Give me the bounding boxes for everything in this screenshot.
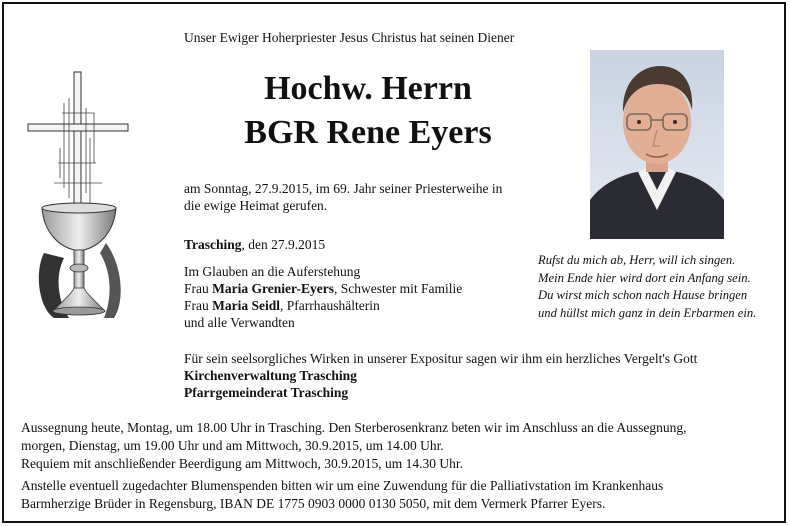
donation-line-1: Anstelle eventuell zugedachter Blumenspenden bitten wir um eine Zuwendung für die Palliativstation im Krankenhaus — [21, 478, 664, 493]
parish-council: Pfarrgemeinderat Trasching — [184, 385, 349, 400]
mourner-sister-name: Maria Grenier-Eyers — [212, 281, 334, 296]
mourner-sister-relation: , Schwester mit Familie — [333, 281, 463, 296]
notice-date: , den 27.9.2015 — [241, 237, 326, 252]
mourners-line-2 — [184, 280, 462, 297]
intro-line: Unser Ewiger Hoherpriester Jesus Christus hat seinen Diener — [184, 30, 515, 45]
service-line-1: Aussegnung heute, Montag, um 18.00 Uhr in Trasching. Den Sterberosenkranz beten wir im Anschluss an die Aussegnung, — [21, 420, 687, 435]
thanks-line: Für sein seelsorgliches Wirken in unserer Expositur sagen wir ihm ein herzliches Vergelt's Gott — [184, 351, 698, 366]
mourners-line-1: Im Glauben an die Auferstehung — [184, 264, 361, 279]
mourner-prefix: Frau — [184, 281, 213, 296]
place-date — [184, 236, 325, 253]
service-line-3: Requiem mit anschließender Beerdigung am Mittwoch, 30.9.2015, um 14.30 Uhr. — [21, 456, 464, 471]
place-name: Trasching — [184, 237, 242, 252]
mourner-prefix: Frau — [184, 298, 213, 313]
mourner-housekeeper-name: Maria Seidl — [212, 298, 280, 313]
mourners-line-3 — [184, 297, 380, 314]
mourners-line-4: und alle Verwandten — [184, 315, 295, 330]
donation-line-2: Barmherzige Brüder in Regensburg, IBAN DE 1775 0903 0000 0130 5050, mit dem Vermerk Pfarrer Eyers. — [21, 496, 606, 511]
poem — [538, 252, 756, 322]
cross-chalice-illustration — [24, 68, 134, 320]
poem-line-3: Du wirst mich schon nach Hause bringen — [538, 288, 748, 302]
service-line-2: morgen, Dienstag, um 19.00 Uhr und am Mittwoch, 30.9.2015, um 14.00 Uhr. — [21, 438, 444, 453]
church-administration: Kirchenverwaltung Trasching — [184, 368, 357, 383]
death-notice-line-2: die ewige Heimat gerufen. — [184, 198, 328, 213]
poem-line-1: Rufst du mich ab, Herr, will ich singen. — [538, 253, 736, 267]
death-notice-line-1: am Sonntag, 27.9.2015, im 69. Jahr seiner Priesterweihe in — [184, 181, 503, 196]
deceased-title: Hochw. Herrn — [264, 70, 472, 107]
mourner-housekeeper-relation: , Pfarrhaushälterin — [280, 298, 380, 313]
poem-line-2: Mein Ende hier wird dort ein Anfang sein. — [538, 270, 751, 285]
deceased-name: BGR Rene Eyers — [244, 114, 492, 151]
poem-line-4: und hüllst mich ganz in dein Erbarmen ein. — [538, 305, 757, 320]
portrait-photo — [590, 50, 724, 239]
